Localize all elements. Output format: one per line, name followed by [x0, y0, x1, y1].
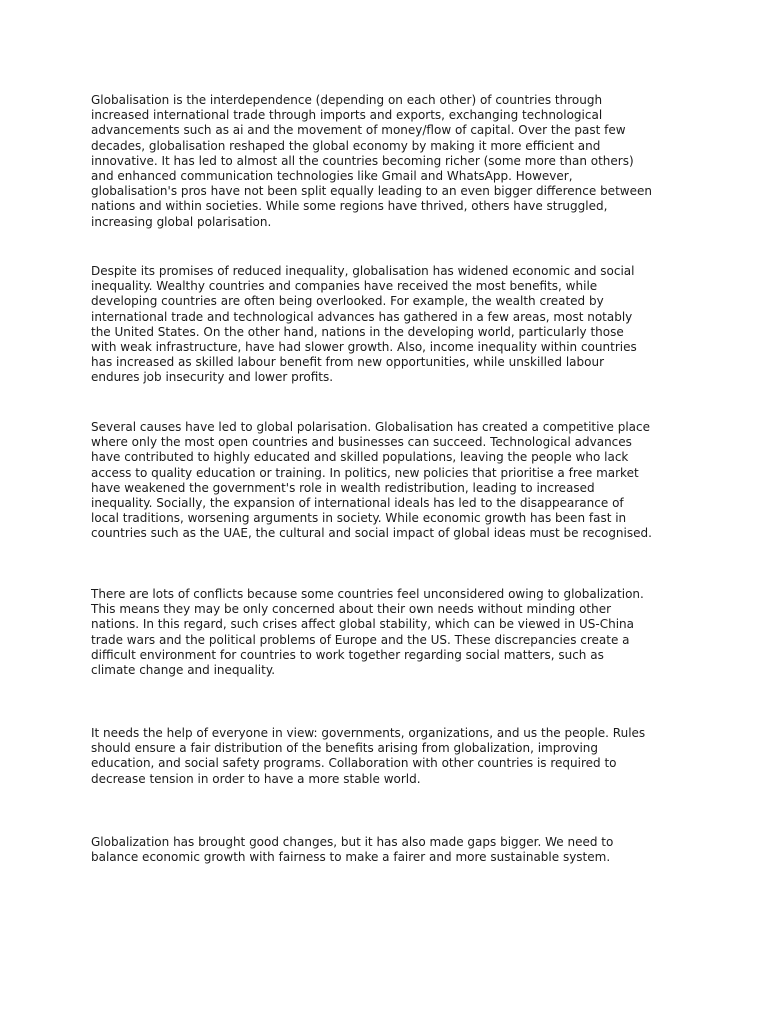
paragraph-conclusion: Globalization has brought good changes, but it has also made gaps bigger. We need to balance economic growth with fairness to make a fairer and more sustainable system. [91, 835, 614, 865]
paragraph-conflicts: There are lots of conflicts because some countries feel unconsidered owing to globalization. This means they may be only concerned about their own needs without minding other nations. In this regard, such crises affect global stability, which can be viewed in US-China trade wars and the political problems of Europe and the US. These discrepancies create a difficult environment for countries to work together regarding social matters, such as climate change and inequality. [91, 587, 644, 678]
paragraph-solutions: It needs the help of everyone in view: governments, organizations, and us the people. Rules should ensure a fair distribution of the benefits arising from globalization, improving education, and social safety programs. Collaboration with other countries is required to decrease tension in order to have a more stable world. [91, 726, 646, 786]
paragraph-inequality: Despite its promises of reduced inequality, globalisation has widened economic and social inequality. Wealthy countries and companies have received the most benefits, while developing countries are often being overlooked. For example, the wealth created by international trade and technological advances has gathered in a few areas, most notably the United States. On the other hand, nations in the developing world, particularly those with weak infrastructure, have had slower growth. Also, income inequality within countries has increased as skilled labour benefit from new opportunities, while unskilled labour endures job insecurity and lower profits. [91, 264, 637, 385]
paragraph-causes: Several causes have led to global polarisation. Globalisation has created a competitive place where only the most open countries and businesses can succeed. Technological advances have contributed to highly educated and skilled populations, leaving the people who lack access to quality education or training. In politics, new policies that prioritise a free market have weakened the government's role in wealth redistribution, leading to increased inequality. Socially, the expansion of international ideals has led to the disappearance of local traditions, worsening arguments in society. While economic growth has been fast in countries such as the UAE, the cultural and social impact of global ideas must be recognised. [91, 420, 652, 541]
paragraph-intro: Globalisation is the interdependence (depending on each other) of countries through increased international trade through imports and exports, exchanging technological advancements such as ai and the movement of money/flow of capital. Over the past few decades, globalisation reshaped the global economy by making it more efficient and innovative. It has led to almost all the countries becoming richer (some more than others) and enhanced communication technologies like Gmail and WhatsApp. However, globalisation's pros have not been split equally leading to an even bigger difference between nations and within societies. While some regions have thrived, others have struggled, increasing global polarisation. [91, 93, 652, 229]
